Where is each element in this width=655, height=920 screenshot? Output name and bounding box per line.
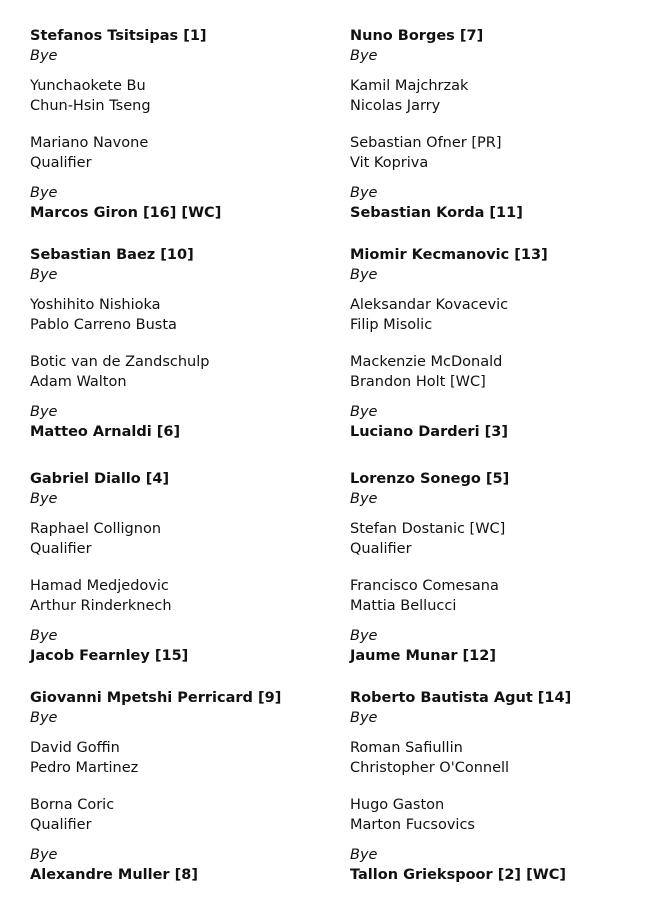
player-entry: David Goffin (30, 740, 120, 756)
player-entry: Qualifier (350, 541, 412, 557)
bye-entry: Bye (30, 710, 58, 726)
player-entry: Qualifier (30, 155, 92, 171)
bye-entry: Bye (30, 185, 58, 201)
seeded-player: Stefanos Tsitsipas [1] (30, 28, 207, 44)
seeded-player: Roberto Bautista Agut [14] (350, 690, 572, 706)
bye-entry: Bye (350, 185, 378, 201)
player-entry: Chun-Hsin Tseng (30, 98, 151, 114)
seeded-player: Luciano Darderi [3] (350, 424, 508, 440)
player-entry: Qualifier (30, 817, 92, 833)
seeded-player: Jaume Munar [12] (350, 648, 496, 664)
seeded-player: Sebastian Baez [10] (30, 247, 194, 263)
player-entry: Vit Kopriva (350, 155, 429, 171)
player-entry: Arthur Rinderknech (30, 598, 172, 614)
bye-entry: Bye (350, 847, 378, 863)
player-entry: Stefan Dostanic [WC] (350, 521, 506, 537)
player-entry: Sebastian Ofner [PR] (350, 135, 502, 151)
seeded-player: Nuno Borges [7] (350, 28, 484, 44)
bye-entry: Bye (30, 404, 58, 420)
bye-entry: Bye (350, 710, 378, 726)
player-entry: Borna Coric (30, 797, 115, 813)
bye-entry: Bye (350, 267, 378, 283)
player-entry: Aleksandar Kovacevic (350, 297, 509, 313)
player-entry: Christopher O'Connell (350, 760, 510, 776)
seeded-player: Gabriel Diallo [4] (30, 471, 170, 487)
seeded-player: Giovanni Mpetshi Perricard [9] (30, 690, 282, 706)
seeded-player: Lorenzo Sonego [5] (350, 471, 510, 487)
player-entry: Kamil Majchrzak (350, 78, 469, 94)
seeded-player: Marcos Giron [16] [WC] (30, 205, 222, 221)
player-entry: Brandon Holt [WC] (350, 374, 486, 390)
bye-entry: Bye (30, 48, 58, 64)
bye-entry: Bye (30, 628, 58, 644)
player-entry: Botic van de Zandschulp (30, 354, 210, 370)
player-entry: Francisco Comesana (350, 578, 499, 594)
player-entry: Yunchaokete Bu (30, 78, 146, 94)
player-entry: Mattia Bellucci (350, 598, 457, 614)
player-entry: Yoshihito Nishioka (30, 297, 161, 313)
player-entry: Raphael Collignon (30, 521, 162, 537)
seeded-player: Miomir Kecmanovic [13] (350, 247, 548, 263)
seeded-player: Jacob Fearnley [15] (30, 648, 189, 664)
bye-entry: Bye (350, 491, 378, 507)
bye-entry: Bye (30, 267, 58, 283)
bye-entry: Bye (350, 628, 378, 644)
bye-entry: Bye (350, 48, 378, 64)
player-entry: Pablo Carreno Busta (30, 317, 177, 333)
player-entry: Roman Safiullin (350, 740, 463, 756)
player-entry: Pedro Martinez (30, 760, 139, 776)
seeded-player: Tallon Griekspoor [2] [WC] (350, 867, 566, 883)
player-entry: Hamad Medjedovic (30, 578, 169, 594)
seeded-player: Alexandre Muller [8] (30, 867, 198, 883)
player-entry: Mariano Navone (30, 135, 149, 151)
player-entry: Nicolas Jarry (350, 98, 441, 114)
player-entry: Filip Misolic (350, 317, 433, 333)
player-entry: Marton Fucsovics (350, 817, 475, 833)
player-entry: Mackenzie McDonald (350, 354, 503, 370)
player-entry: Adam Walton (30, 374, 127, 390)
seeded-player: Sebastian Korda [11] (350, 205, 523, 221)
player-entry: Qualifier (30, 541, 92, 557)
bye-entry: Bye (30, 847, 58, 863)
player-entry: Hugo Gaston (350, 797, 445, 813)
bye-entry: Bye (350, 404, 378, 420)
bye-entry: Bye (30, 491, 58, 507)
seeded-player: Matteo Arnaldi [6] (30, 424, 181, 440)
